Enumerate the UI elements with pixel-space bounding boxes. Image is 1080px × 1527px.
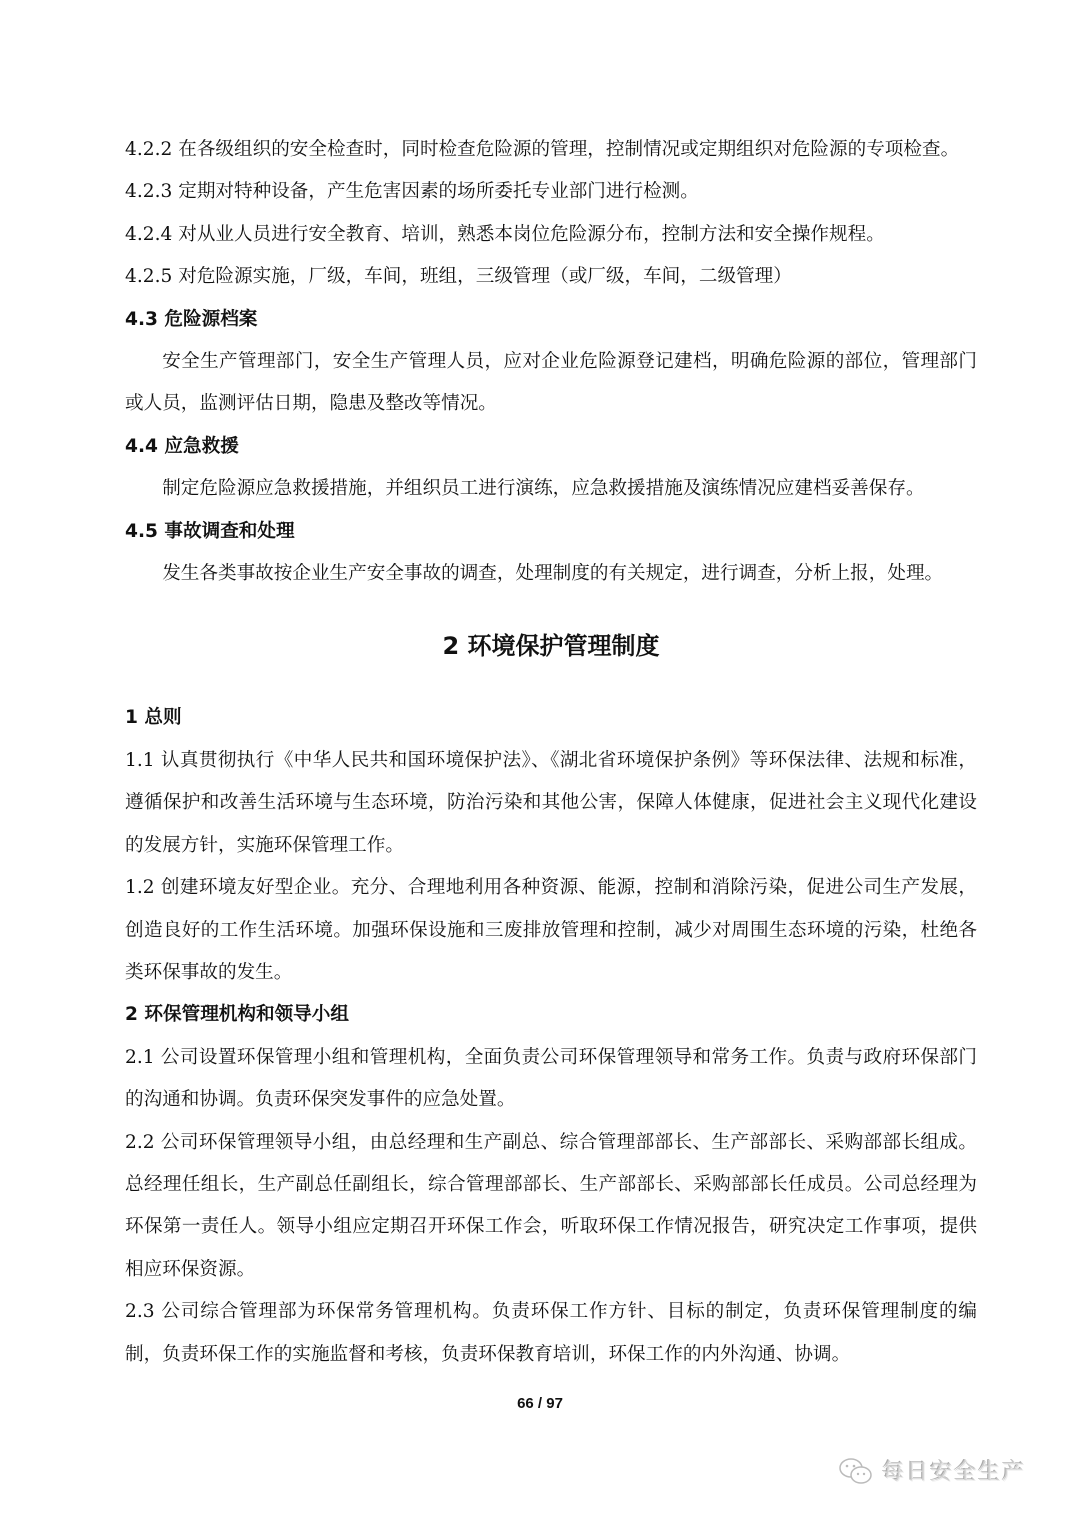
paragraph: 安全生产管理部门，安全生产管理人员，应对企业危险源登记建档，明确危险源的部位，管理部门或人员，监测评估日期，隐患及整改等情况。	[125, 351, 977, 415]
paragraph: 制定危险源应急救援措施，并组织员工进行演练，应急救援措施及演练情况应建档妥善保存。	[162, 478, 925, 500]
chapter-title: 2 环境保护管理制度	[442, 632, 660, 661]
page-number: 66 / 97	[517, 1395, 563, 1412]
watermark-text: 每日安全生产	[882, 1460, 1027, 1485]
section-heading: 4.3 危险源档案	[125, 308, 258, 330]
watermark	[838, 1455, 1026, 1486]
section-heading: 4.4 应急救援	[125, 435, 239, 457]
section-heading: 2 环保管理机构和领导小组	[125, 1004, 349, 1026]
paragraph: 4.2.2 在各级组织的安全检查时，同时检查危险源的管理，控制情况或定期组织对危险源的专项检查。	[125, 139, 960, 160]
section-heading: 4.5 事故调查和处理	[125, 520, 295, 542]
document-body	[125, 129, 977, 1376]
paragraph: 2.1 公司设置环保管理小组和管理机构，全面负责公司环保管理领导和常务工作。负责与政府环保部门的沟通和协调。负责环保突发事件的应急处置。	[125, 1046, 977, 1111]
wechat-icon	[838, 1456, 874, 1486]
section-heading: 1 总则	[125, 707, 182, 729]
paragraph: 4.2.3 定期对特种设备，产生危害因素的场所委托专业部门进行检测。	[125, 181, 699, 203]
paragraph: 1.1 认真贯彻执行《中华人民共和国环境保护法》、《湖北省环境保护条例》等环保法律、法规和标准，遵循保护和改善生活环境与生态环境，防治污染和其他公害，保障人体健康，促进社会主义现代化建设的发展方针，实施环保管理工作。	[125, 749, 977, 856]
paragraph: 4.2.5 对危险源实施，厂级，车间，班组，三级管理（或厂级，车间，二级管理）	[125, 266, 792, 288]
paragraph: 2.2 公司环保管理领导小组，由总经理和生产副总、综合管理部部长、生产部部长、采购部部长组成。总经理任组长，生产副总任副组长，综合管理部部长、生产部部长、采购部部长任成员。公司总经理为环保第一责任人。领导小组应定期召开环保工作会，听取环保工作情况报告，研究决定工作事项，提供相应环保资源。	[125, 1131, 977, 1280]
paragraph: 发生各类事故按企业生产安全事故的调查，处理制度的有关规定，进行调查，分析上报，处理。	[162, 563, 944, 585]
paragraph: 2.3 公司综合管理部为环保常务管理机构。负责环保工作方针、目标的制定，负责环保管理制度的编制，负责环保工作的实施监督和考核，负责环保教育培训，环保工作的内外沟通、协调。	[125, 1301, 977, 1365]
paragraph: 1.2 创建环境友好型企业。充分、合理地利用各种资源、能源，控制和消除污染，促进公司生产发展，创造良好的工作生活环境。加强环保设施和三废排放管理和控制，减少对周围生态环境的污染，杜绝各类环保事故的发生。	[125, 877, 977, 983]
paragraph: 4.2.4 对从业人员进行安全教育、培训，熟悉本岗位危险源分布，控制方法和安全操作规程。	[125, 223, 885, 245]
